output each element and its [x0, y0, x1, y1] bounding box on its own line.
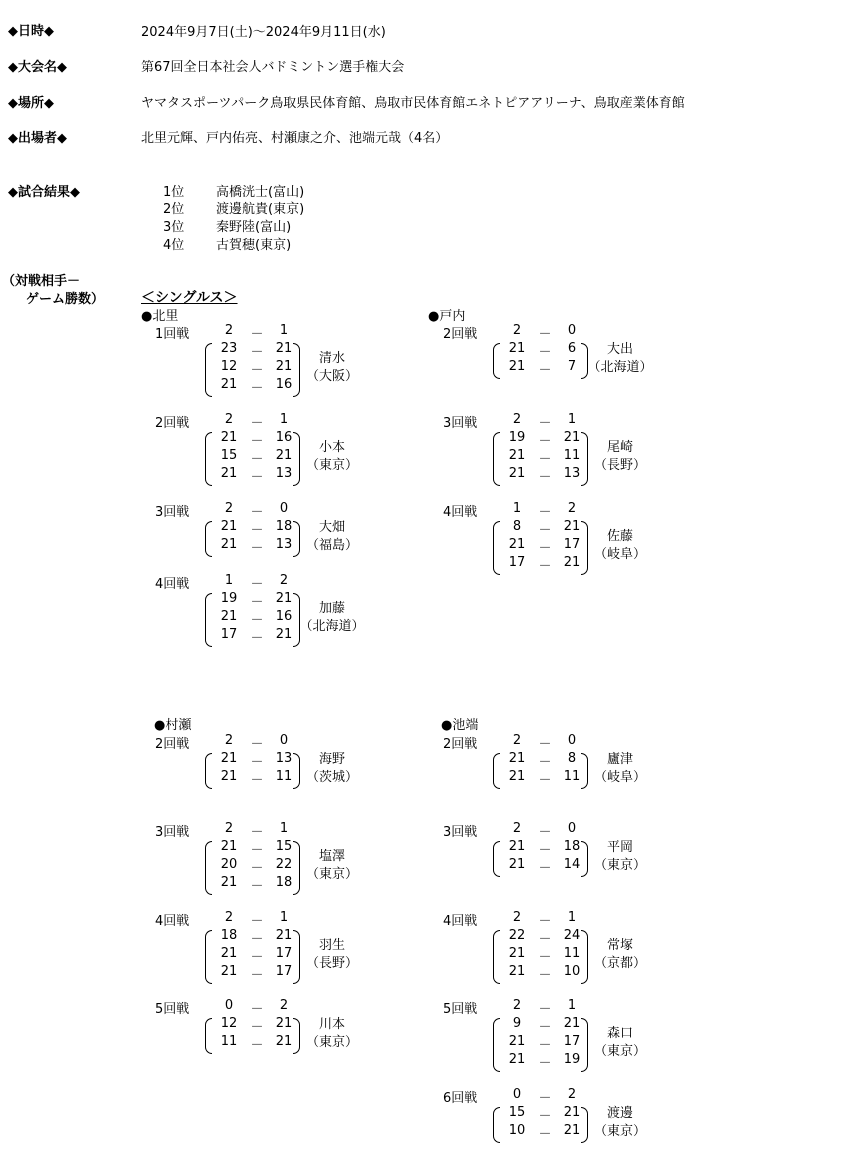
match-block — [155, 998, 385, 1056]
rank-row — [163, 216, 463, 234]
dash: － — [250, 773, 264, 788]
dash: － — [250, 843, 264, 858]
game-score-own: 18 — [220, 928, 238, 943]
opponent-pref: （大阪） — [305, 369, 358, 384]
game-score-opp: 21 — [563, 1105, 581, 1120]
games-won: 2 — [512, 323, 522, 338]
dash: － — [538, 416, 552, 431]
bracket-left — [493, 753, 500, 789]
dash: － — [538, 1109, 552, 1124]
dash: － — [250, 416, 264, 431]
game-score-opp: 21 — [563, 555, 581, 570]
opponent-pref: （東京） — [593, 858, 646, 873]
venue-value: ヤマタスポーツパーク鳥取県民体育館、鳥取市民体育館エネトピアアリーナ、鳥取産業体育館 — [141, 96, 685, 111]
game-score-opp: 13 — [563, 466, 581, 481]
game-score-opp: 11 — [275, 769, 293, 784]
round-label: 2回戦 — [443, 737, 478, 752]
opponent-name: 加藤 — [318, 601, 345, 616]
game-score-opp: 6 — [567, 341, 577, 356]
date-value: 2024年9月7日(土)～2024年9月11日(水) — [141, 25, 386, 40]
game-score-opp: 11 — [563, 769, 581, 784]
game-score-own: 20 — [220, 857, 238, 872]
game-score-own: 21 — [220, 946, 238, 961]
games-lost: 1 — [567, 998, 577, 1013]
match-block — [155, 501, 385, 559]
game-score-own: 8 — [512, 519, 522, 534]
results-label: ◆試合結果◆ — [8, 185, 80, 200]
game-score-own: 21 — [508, 1052, 526, 1067]
dash: － — [250, 327, 264, 342]
dash: － — [538, 1127, 552, 1142]
game-score-opp: 18 — [275, 519, 293, 534]
dash: － — [250, 434, 264, 449]
games-lost: 0 — [567, 323, 577, 338]
dash: － — [538, 825, 552, 840]
bracket-left — [493, 1107, 500, 1143]
game-score-own: 21 — [220, 839, 238, 854]
game-score-opp: 22 — [275, 857, 293, 872]
game-score-opp: 21 — [275, 448, 293, 463]
bracket-left — [493, 432, 500, 486]
games-lost: 1 — [279, 412, 289, 427]
date-label: ◆日時◆ — [8, 24, 54, 39]
match-block — [155, 412, 385, 488]
match-block — [155, 821, 385, 897]
opponent-pref: （岐阜） — [593, 770, 646, 785]
game-score-own: 21 — [508, 1034, 526, 1049]
game-score-own: 21 — [220, 377, 238, 392]
games-lost: 0 — [279, 733, 289, 748]
player-name-murase: ●村瀬 — [154, 718, 192, 733]
bracket-left — [205, 753, 212, 789]
dash: － — [538, 1002, 552, 1017]
games-lost: 2 — [279, 998, 289, 1013]
match-block — [155, 733, 385, 791]
round-label: 5回戦 — [155, 1002, 190, 1017]
opponent-name: 川本 — [318, 1017, 345, 1032]
games-lost: 1 — [279, 821, 289, 836]
round-label: 2回戦 — [443, 327, 478, 342]
games-lost: 1 — [567, 412, 577, 427]
game-score-own: 15 — [508, 1105, 526, 1120]
game-score-own: 21 — [220, 751, 238, 766]
game-score-own: 17 — [220, 627, 238, 642]
game-score-own: 21 — [220, 964, 238, 979]
games-lost: 0 — [567, 821, 577, 836]
round-label: 1回戦 — [155, 327, 190, 342]
game-score-opp: 17 — [563, 1034, 581, 1049]
dash: － — [250, 577, 264, 592]
dash: － — [538, 950, 552, 965]
dash: － — [538, 1056, 552, 1071]
game-score-own: 21 — [220, 519, 238, 534]
game-score-opp: 17 — [563, 537, 581, 552]
games-won: 2 — [512, 412, 522, 427]
opponent-name: 常塚 — [606, 938, 633, 953]
games-won: 2 — [224, 821, 234, 836]
opponent-pref: （東京） — [305, 458, 358, 473]
games-won: 0 — [512, 1087, 522, 1102]
game-score-own: 21 — [508, 839, 526, 854]
game-score-own: 21 — [220, 537, 238, 552]
game-score-opp: 21 — [563, 430, 581, 445]
dash: － — [538, 505, 552, 520]
rank-place: 4位 — [163, 238, 185, 253]
dash: － — [538, 773, 552, 788]
opponent-pref: （長野） — [593, 458, 646, 473]
bracket-left — [205, 521, 212, 557]
game-score-own: 21 — [220, 466, 238, 481]
bracket-left — [205, 432, 212, 486]
game-score-opp: 10 — [563, 964, 581, 979]
game-score-opp: 13 — [275, 466, 293, 481]
games-lost: 2 — [567, 501, 577, 516]
game-score-opp: 21 — [275, 591, 293, 606]
opponents-header-line2: ゲーム勝数） — [26, 292, 105, 307]
bracket-left — [493, 343, 500, 379]
round-label: 4回戦 — [443, 505, 478, 520]
round-label: 2回戦 — [155, 737, 190, 752]
games-won: 2 — [224, 412, 234, 427]
dash: － — [250, 505, 264, 520]
match-block — [443, 910, 673, 986]
round-label: 4回戦 — [155, 914, 190, 929]
dash: － — [538, 932, 552, 947]
rank-name: 高橋洸士(富山) — [216, 185, 305, 200]
round-label: 3回戦 — [155, 505, 190, 520]
opponent-pref: （東京） — [305, 1035, 358, 1050]
opponent-pref: （長野） — [305, 956, 358, 971]
dash: － — [250, 595, 264, 610]
dash: － — [538, 737, 552, 752]
match-block — [443, 412, 673, 488]
rank-place: 2位 — [163, 202, 185, 217]
game-score-opp: 15 — [275, 839, 293, 854]
dash: － — [538, 1020, 552, 1035]
bracket-left — [205, 343, 212, 397]
dash: － — [250, 381, 264, 396]
opponent-pref: （東京） — [305, 867, 358, 882]
game-score-own: 22 — [508, 928, 526, 943]
game-score-opp: 24 — [563, 928, 581, 943]
game-score-own: 21 — [508, 946, 526, 961]
player-name-tonai: ●戸内 — [428, 309, 466, 324]
game-score-opp: 21 — [275, 1034, 293, 1049]
game-score-opp: 21 — [563, 519, 581, 534]
dash: － — [538, 559, 552, 574]
game-score-opp: 21 — [275, 1016, 293, 1031]
game-score-own: 19 — [220, 591, 238, 606]
opponent-pref: （京都） — [593, 956, 646, 971]
round-label: 2回戦 — [155, 416, 190, 431]
games-won: 0 — [224, 998, 234, 1013]
dash: － — [250, 755, 264, 770]
opponent-pref: （茨城） — [305, 770, 358, 785]
dash: － — [250, 523, 264, 538]
opponents-header-line1: （対戦相手－ — [2, 274, 81, 289]
opponent-pref: （福島） — [305, 538, 358, 553]
game-score-own: 12 — [220, 359, 238, 374]
dash: － — [250, 914, 264, 929]
bracket-left — [205, 1018, 212, 1054]
game-score-opp: 21 — [563, 1123, 581, 1138]
dash: － — [250, 345, 264, 360]
match-block — [155, 573, 385, 649]
opponent-pref: （北海道） — [299, 619, 365, 634]
rank-place: 3位 — [163, 220, 185, 235]
game-score-opp: 7 — [567, 359, 577, 374]
dash: － — [538, 1038, 552, 1053]
game-score-opp: 21 — [563, 1016, 581, 1031]
round-label: 5回戦 — [443, 1002, 478, 1017]
dash: － — [250, 470, 264, 485]
game-score-opp: 21 — [275, 627, 293, 642]
game-score-own: 10 — [508, 1123, 526, 1138]
dash: － — [250, 631, 264, 646]
game-score-opp: 16 — [275, 377, 293, 392]
opponent-name: 森口 — [606, 1026, 633, 1041]
games-lost: 1 — [279, 910, 289, 925]
bracket-left — [205, 593, 212, 647]
game-score-own: 21 — [508, 466, 526, 481]
game-score-opp: 16 — [275, 430, 293, 445]
opponent-name: 平岡 — [606, 840, 633, 855]
game-score-opp: 18 — [563, 839, 581, 854]
game-score-own: 21 — [508, 769, 526, 784]
dash: － — [538, 345, 552, 360]
game-score-own: 21 — [508, 448, 526, 463]
game-score-own: 17 — [508, 555, 526, 570]
dash: － — [538, 843, 552, 858]
opponent-pref: （北海道） — [587, 360, 653, 375]
match-block — [443, 998, 673, 1074]
games-lost: 1 — [279, 323, 289, 338]
game-score-opp: 21 — [275, 359, 293, 374]
game-score-own: 15 — [220, 448, 238, 463]
opponent-name: 大畑 — [318, 520, 345, 535]
game-score-opp: 11 — [563, 946, 581, 961]
game-score-own: 21 — [508, 857, 526, 872]
game-score-own: 21 — [220, 609, 238, 624]
dash: － — [538, 861, 552, 876]
round-label: 6回戦 — [443, 1091, 478, 1106]
game-score-own: 21 — [508, 964, 526, 979]
dash: － — [538, 523, 552, 538]
players-label: ◆出場者◆ — [8, 131, 67, 146]
event-label: ◆大会名◆ — [8, 60, 67, 75]
games-won: 2 — [512, 910, 522, 925]
players-value: 北里元輝、戸内佑亮、村瀬康之介、池端元哉（4名） — [141, 131, 449, 146]
round-label: 4回戦 — [443, 914, 478, 929]
dash: － — [250, 363, 264, 378]
bracket-left — [493, 841, 500, 877]
game-score-own: 21 — [220, 769, 238, 784]
games-won: 2 — [512, 821, 522, 836]
bracket-left — [205, 930, 212, 984]
dash: － — [250, 825, 264, 840]
round-label: 3回戦 — [155, 825, 190, 840]
bracket-left — [205, 841, 212, 895]
dash: － — [250, 950, 264, 965]
dash: － — [250, 613, 264, 628]
opponent-name: 佐藤 — [606, 529, 633, 544]
match-block — [155, 323, 385, 399]
rank-name: 渡邊航貴(東京) — [216, 202, 305, 217]
game-score-own: 23 — [220, 341, 238, 356]
game-score-opp: 13 — [275, 537, 293, 552]
game-score-opp: 17 — [275, 946, 293, 961]
game-score-own: 21 — [220, 875, 238, 890]
dash: － — [250, 879, 264, 894]
opponent-name: 小本 — [318, 440, 345, 455]
game-score-opp: 13 — [275, 751, 293, 766]
game-score-own: 21 — [508, 359, 526, 374]
game-score-own: 21 — [508, 537, 526, 552]
dash: － — [250, 1002, 264, 1017]
dash: － — [250, 1020, 264, 1035]
dash: － — [538, 452, 552, 467]
games-won: 2 — [224, 910, 234, 925]
dash: － — [538, 541, 552, 556]
game-score-opp: 17 — [275, 964, 293, 979]
opponent-name: 大出 — [606, 342, 633, 357]
singles-header: ＜シングルス＞ — [141, 290, 238, 306]
game-score-own: 21 — [508, 751, 526, 766]
game-score-opp: 21 — [275, 928, 293, 943]
games-won: 1 — [512, 501, 522, 516]
game-score-own: 19 — [508, 430, 526, 445]
bracket-left — [493, 1018, 500, 1072]
rank-name: 秦野陸(富山) — [216, 220, 292, 235]
dash: － — [250, 932, 264, 947]
dash: － — [538, 327, 552, 342]
games-lost: 2 — [567, 1087, 577, 1102]
opponent-name: 海野 — [318, 752, 345, 767]
dash: － — [250, 541, 264, 556]
games-won: 2 — [512, 733, 522, 748]
dash: － — [538, 1091, 552, 1106]
game-score-own: 12 — [220, 1016, 238, 1031]
player-name-kitasato: ●北里 — [141, 309, 179, 324]
game-score-opp: 8 — [567, 751, 577, 766]
game-score-opp: 11 — [563, 448, 581, 463]
match-block — [443, 1087, 673, 1145]
opponent-name: 清水 — [318, 351, 345, 366]
dash: － — [250, 968, 264, 983]
dash: － — [538, 755, 552, 770]
rank-name: 古賀穂(東京) — [216, 238, 292, 253]
opponent-name: 羽生 — [318, 938, 345, 953]
games-won: 2 — [512, 998, 522, 1013]
games-won: 2 — [224, 323, 234, 338]
dash: － — [538, 470, 552, 485]
games-lost: 0 — [279, 501, 289, 516]
games-won: 2 — [224, 501, 234, 516]
opponent-name: 塩澤 — [318, 849, 345, 864]
opponent-name: 尾崎 — [606, 440, 633, 455]
game-score-opp: 21 — [275, 341, 293, 356]
game-score-own: 21 — [508, 341, 526, 356]
dash: － — [538, 914, 552, 929]
event-value: 第67回全日本社会人バドミントン選手権大会 — [141, 60, 405, 75]
match-block — [443, 821, 673, 879]
games-lost: 0 — [567, 733, 577, 748]
game-score-own: 21 — [220, 430, 238, 445]
rank-row — [163, 181, 463, 199]
game-score-own: 9 — [512, 1016, 522, 1031]
game-score-opp: 18 — [275, 875, 293, 890]
venue-label: ◆場所◆ — [8, 96, 54, 111]
games-lost: 2 — [279, 573, 289, 588]
dash: － — [250, 737, 264, 752]
dash: － — [250, 452, 264, 467]
match-block — [443, 323, 673, 381]
game-score-opp: 19 — [563, 1052, 581, 1067]
games-won: 1 — [224, 573, 234, 588]
dash: － — [250, 1038, 264, 1053]
opponent-pref: （東京） — [593, 1044, 646, 1059]
player-name-ikehata: ●池端 — [441, 718, 479, 733]
match-block — [155, 910, 385, 986]
bracket-left — [493, 930, 500, 984]
opponent-name: 廬津 — [606, 752, 633, 767]
dash: － — [538, 363, 552, 378]
dash: － — [250, 861, 264, 876]
round-label: 3回戦 — [443, 825, 478, 840]
game-score-opp: 16 — [275, 609, 293, 624]
match-block — [443, 733, 673, 791]
game-score-own: 11 — [220, 1034, 238, 1049]
round-label: 4回戦 — [155, 577, 190, 592]
opponent-pref: （岐阜） — [593, 547, 646, 562]
opponent-pref: （東京） — [593, 1124, 646, 1139]
dash: － — [538, 434, 552, 449]
rank-row — [163, 234, 463, 252]
game-score-opp: 14 — [563, 857, 581, 872]
games-won: 2 — [224, 733, 234, 748]
round-label: 3回戦 — [443, 416, 478, 431]
dash: － — [538, 968, 552, 983]
rank-place: 1位 — [163, 185, 185, 200]
opponent-name: 渡邊 — [606, 1106, 633, 1121]
rank-row — [163, 198, 463, 216]
bracket-left — [493, 521, 500, 575]
match-block — [443, 501, 673, 577]
games-lost: 1 — [567, 910, 577, 925]
